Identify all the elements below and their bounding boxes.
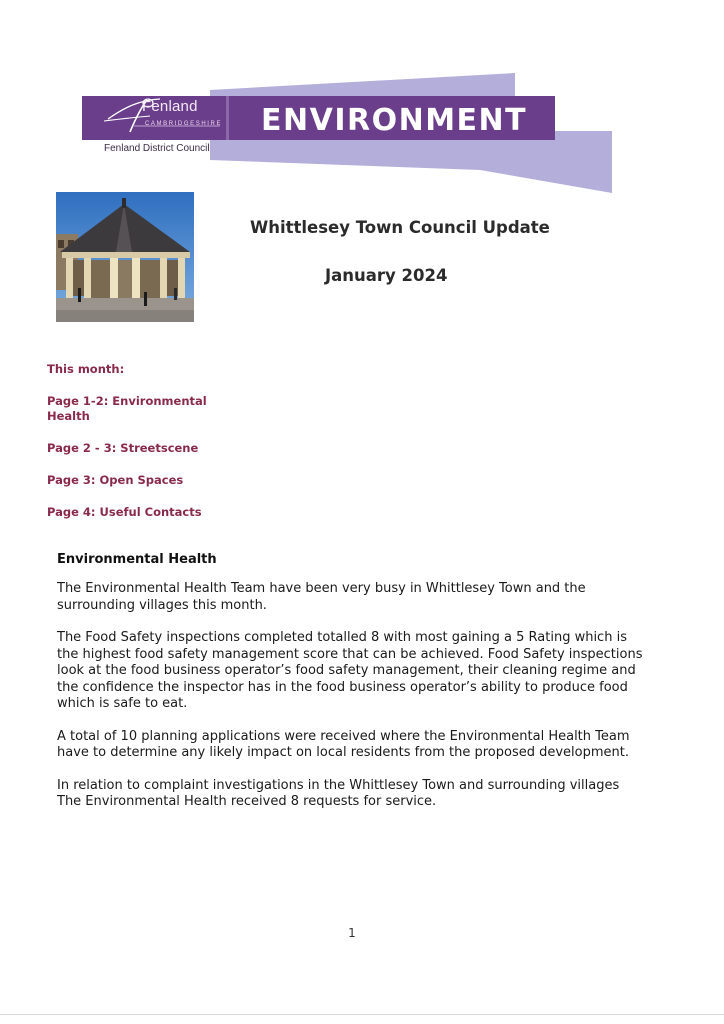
document-title: Whittlesey Town Council Update [250, 218, 550, 237]
section-heading: Environmental Health [57, 552, 217, 567]
contents-item-open-spaces: Page 3: Open Spaces [47, 473, 184, 487]
contents-item-useful-contacts: Page 4: Useful Contacts [47, 505, 202, 519]
contents-item-streetscene: Page 2 - 3: Streetscene [47, 441, 199, 455]
brand-county: CAMBRIDGESHIRE [145, 121, 223, 127]
environment-banner [0, 0, 724, 200]
contents-heading: This month: [47, 362, 125, 376]
body-paragraph: A total of 10 planning applications were received where the Environmental Health Team have to determine any likely impact on local residents from the proposed development. [57, 728, 630, 760]
footer-divider [0, 1014, 724, 1015]
page-number: 1 [348, 926, 356, 940]
market-cross-photo [56, 192, 194, 322]
body-paragraph: The Food Safety inspections completed totalled 8 with most gaining a 5 Rating which is the highest food safety management score that can be achieved. Food Safety inspections look at the food business operator’s food safety management, their cleaning regime and the confidence the inspector has in the food business operator’s ability to produce food which is safe to eat. [57, 630, 643, 711]
contents-list [47, 362, 227, 537]
banner-graphic [0, 0, 724, 200]
body-paragraph: In relation to complaint investigations in the Whittlesey Town and surrounding villages The Environmental Health received 8 requests for service. [57, 777, 620, 809]
contents-item-environmental-health: Page 1-2: Environmental Health [47, 394, 207, 423]
body-paragraph: The Environmental Health Team have been very busy in Whittlesey Town and the surrounding villages this month. [57, 581, 586, 613]
environmental-health-section [57, 552, 647, 827]
document-date: January 2024 [325, 266, 448, 285]
section-title: ENVIRONMENT [261, 103, 528, 138]
brand-name: Fenland [142, 98, 198, 115]
council-name: Fenland District Council [104, 143, 210, 154]
